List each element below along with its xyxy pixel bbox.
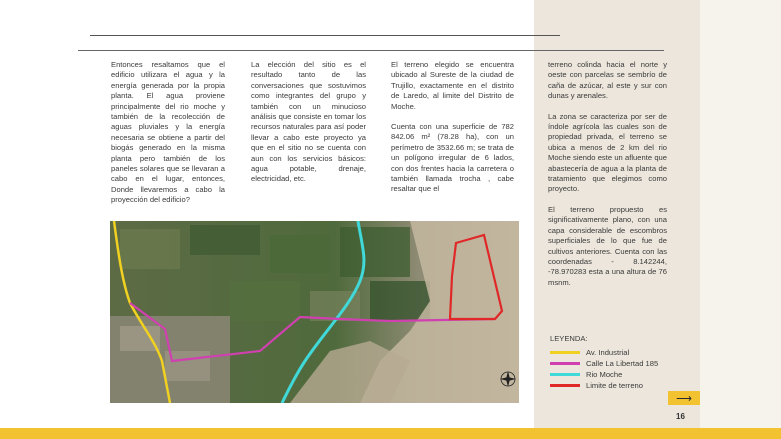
site-map xyxy=(110,221,519,403)
legend-swatch xyxy=(550,362,580,365)
top-divider xyxy=(90,35,560,36)
legend-item xyxy=(550,380,700,391)
page-number: 16 xyxy=(676,412,685,421)
legend-item xyxy=(550,347,700,358)
next-page-button[interactable] xyxy=(668,391,700,405)
text-column-1 xyxy=(111,60,225,216)
paragraph: Cuenta con una superficie de 782 842.06 m² (78.28 ha), con un perímetro de 3532.66 m; se trata de un polígono irregular de 6 lados, con dos frentes hacia la carretera o también llamada trocha , cabe resaltar que el xyxy=(391,122,514,194)
legend-swatch xyxy=(550,351,580,354)
map-legend xyxy=(550,334,700,391)
page-edge xyxy=(700,0,781,439)
paragraph: La elección del sitio es el resultado tanto de las conversaciones que sostuvimos como integrantes del grupo y también con un minucioso análisis que consiste en tomar los recursos naturales para así poder llevar a cabo este proyecto ya que en el sitio no se cuenta con aun con los servicios básicos: agua potable, drenaje, electricidad, etc. xyxy=(251,60,366,184)
legend-item xyxy=(550,358,700,369)
footer-bar xyxy=(0,428,781,439)
legend-item xyxy=(550,369,700,380)
arrow-right-icon: ⟶ xyxy=(676,392,692,405)
paragraph: La zona se caracteriza por ser de índole agrícola las cuales son de propiedad privada, el terreno se ubica a menos de 2 km del rio Moche siendo este un afluente que abastecería de agua a la planta de tratamiento que elegimos como proyecto. xyxy=(548,111,667,194)
paragraph: El terreno propuesto es significativamente plano, con una capa considerable de escombros superficiales de lo que fue de cultivos anteriores. Cuenta con las coordenadas - 8.142244, -78.970283 esta a una altura de 76 msnm. xyxy=(548,204,667,287)
legend-swatch xyxy=(550,384,580,387)
legend-label: Av. Industrial xyxy=(586,348,630,357)
satellite-map-image xyxy=(110,221,519,403)
legend-label: Calle La Libertad 185 xyxy=(586,359,659,368)
paragraph: El terreno elegido se encuentra ubicado al Sureste de la ciudad de Trujillo, exactamente en el distrito de Laredo, al limite del Distrito de Moche. xyxy=(391,60,514,111)
legend-label: Limite de terreno xyxy=(586,381,643,390)
header-divider xyxy=(78,50,664,51)
text-column-3 xyxy=(391,60,514,205)
legend-label: Rio Moche xyxy=(586,370,623,379)
paragraph: terreno colinda hacia el norte y oeste con parcelas se sembrío de caña de azúcar, al este y sur con dunas y arenales. xyxy=(548,60,667,101)
paragraph: Entonces resaltamos que el edificio utilizara el agua y la energía generada por la propia planta. El agua proviene principalmente del rio moche y también de la recolección de aguas pluviales y la energía necesaria se obtiene a partir del biogás generado en la misma planta pero también de los paneles solares que se llevaran a cabo en el lugar, entonces, Donde llevaremos a cabo la proyección del edificio? xyxy=(111,60,225,205)
text-column-4 xyxy=(548,60,667,298)
text-column-2 xyxy=(251,60,366,195)
legend-swatch xyxy=(550,373,580,376)
legend-title: LEYENDA: xyxy=(550,334,588,343)
